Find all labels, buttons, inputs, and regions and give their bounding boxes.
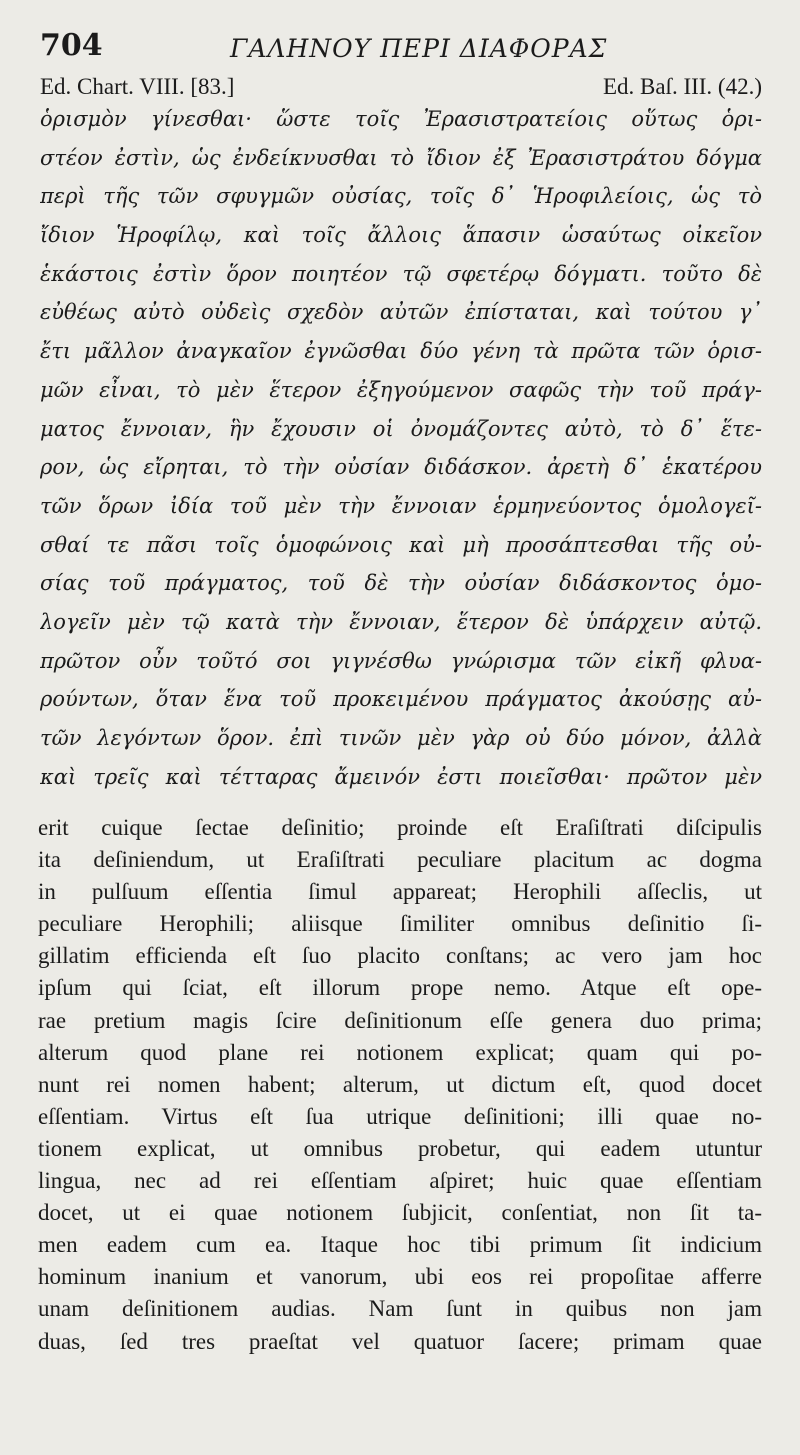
latin-line: peculiare Herophili; aliisque ſimiliter omnibus deſinitio ſi-	[38, 911, 762, 937]
greek-line: εὐθέως αὐτὸ οὐδεὶς σχεδὸν αὐτῶν ἐπίσταται, καὶ τούτου γ᾽	[40, 300, 762, 325]
greek-line: καὶ τρεῖς καὶ τέτταρας ἄμεινόν ἐστι ποιεῖσθαι· πρῶτον μὲν	[40, 764, 762, 789]
greek-text-block	[40, 100, 762, 796]
latin-line: duas, ſed tres praeſtat vel quatuor ſacere; primam quae	[38, 1328, 762, 1354]
greek-line: ἔτι μᾶλλον ἀναγκαῖον ἐγνῶσθαι δύο γένη τὰ πρῶτα τῶν ὁρισ-	[40, 339, 762, 364]
latin-line: alterum quod plane rei notionem explicat; quam qui po-	[38, 1039, 762, 1065]
latin-line: unam deſinitionem audias. Nam ſunt in quibus non jam	[38, 1296, 762, 1322]
edition-references	[40, 74, 762, 102]
greek-line: τῶν λεγόντων ὅρον. ἐπὶ τινῶν μὲν γὰρ οὐ δύο μόνον, ἀλλὰ	[40, 726, 762, 750]
greek-line: ἑκάστοις ἐστὶν ὅρον ποιητέον τῷ σφετέρῳ δόγματι. τοῦτο δὲ	[40, 261, 762, 286]
latin-line: ita deſiniendum, ut Eraſiſtrati peculiare placitum ac dogma	[38, 847, 762, 873]
latin-line: hominum inanium et vanorum, ubi eos rei propoſitae afferre	[38, 1264, 762, 1290]
latin-line: in pulſuum eſſentia ſimul appareat; Herophili aſſeclis, ut	[38, 879, 762, 905]
latin-line: docet, ut ei quae notionem ſubjicit, conſentiat, non ſit ta-	[38, 1200, 762, 1226]
greek-line: λογεῖν μὲν τῷ κατὰ τὴν ἔννοιαν, ἕτερον δὲ ὑπάρχειν αὐτῷ.	[40, 609, 762, 634]
latin-line: lingua, nec ad rei eſſentiam aſpiret; huic quae eſſentiam	[38, 1168, 762, 1194]
greek-line: ὁρισμὸν γίνεσθαι· ὥστε τοῖς Ἐρασιστρατείοις οὕτως ὁρι-	[40, 107, 762, 131]
greek-line: ρούντων, ὅταν ἕνα τοῦ προκειμένου πράγματος ἀκούσῃς αὐ-	[40, 687, 762, 712]
greek-line: σίας τοῦ πράγματος, τοῦ δὲ τὴν οὐσίαν διδάσκοντος ὁμο-	[40, 571, 762, 596]
latin-text-block	[38, 812, 762, 1358]
latin-line: eſſentiam. Virtus eſt ſua utrique deſinitioni; illi quae no-	[38, 1103, 762, 1129]
greek-line: περὶ τῆς τῶν σφυγμῶν οὐσίας, τοῖς δ᾽ Ἡροφιλείοις, ὡς τὸ	[40, 184, 762, 209]
running-title: ΓΑΛΗΝΟΥ ΠΕΡΙ ΔΙΑΦΟΡΑΣ	[230, 34, 608, 63]
edition-chartier: Ed. Chart. VIII. [83.]	[40, 74, 235, 99]
greek-line: πρῶτον οὖν τοῦτό σοι γιγνέσθω γνώρισμα τῶν εἰκῆ φλυα-	[40, 648, 762, 673]
latin-line: tionem explicat, ut omnibus probetur, qui eadem utuntur	[38, 1135, 762, 1161]
page-number: 704	[40, 28, 103, 63]
page-header	[40, 22, 762, 72]
greek-line: τῶν ὅρων ἰδία τοῦ μὲν τὴν ἔννοιαν ἑρμηνεύοντος ὁμολογεῖ-	[40, 493, 762, 518]
greek-line: σθαί τε πᾶσι τοῖς ὁμοφώνοις καὶ μὴ προσάπτεσθαι τῆς οὐ-	[40, 532, 762, 557]
latin-line: gillatim efficienda eſt ſuo placito conſtans; ac vero jam hoc	[38, 943, 762, 969]
latin-line: nunt rei nomen habent; alterum, ut dictum eſt, quod docet	[38, 1071, 762, 1097]
latin-line: men eadem cum ea. Itaque hoc tibi primum ſit indicium	[38, 1232, 762, 1258]
latin-line: ipſum qui ſciat, eſt illorum prope nemo. Atque eſt ope-	[38, 975, 762, 1001]
greek-line: ρον, ὡς εἴρηται, τὸ τὴν οὐσίαν διδάσκον. ἀρετὴ δ᾽ ἑκατέρου	[40, 455, 762, 480]
latin-line: erit cuique ſectae deſinitio; proinde eſt Eraſiſtrati diſcipulis	[38, 815, 762, 840]
latin-line: rae pretium magis ſcire deſinitionum eſſe genera duo prima;	[38, 1007, 762, 1033]
greek-line: ἴδιον Ἡροφίλῳ, καὶ τοῖς ἄλλοις ἅπασιν ὡσαύτως οἰκεῖον	[40, 223, 762, 248]
greek-line: στέον ἐστὶν, ὡς ἐνδείκνυσθαι τὸ ἴδιον ἐξ Ἐρασιστράτου δόγμα	[40, 145, 762, 170]
edition-basel: Ed. Baſ. III. (42.)	[602, 74, 762, 99]
greek-line: ματος ἔννοιαν, ἣν ἔχουσιν οἱ ὀνομάζοντες αὐτὸ, τὸ δ᾽ ἕτε-	[40, 416, 762, 441]
greek-line: μῶν εἶναι, τὸ μὲν ἕτερον ἐξηγούμενον σαφῶς τὴν τοῦ πράγ-	[40, 377, 762, 402]
